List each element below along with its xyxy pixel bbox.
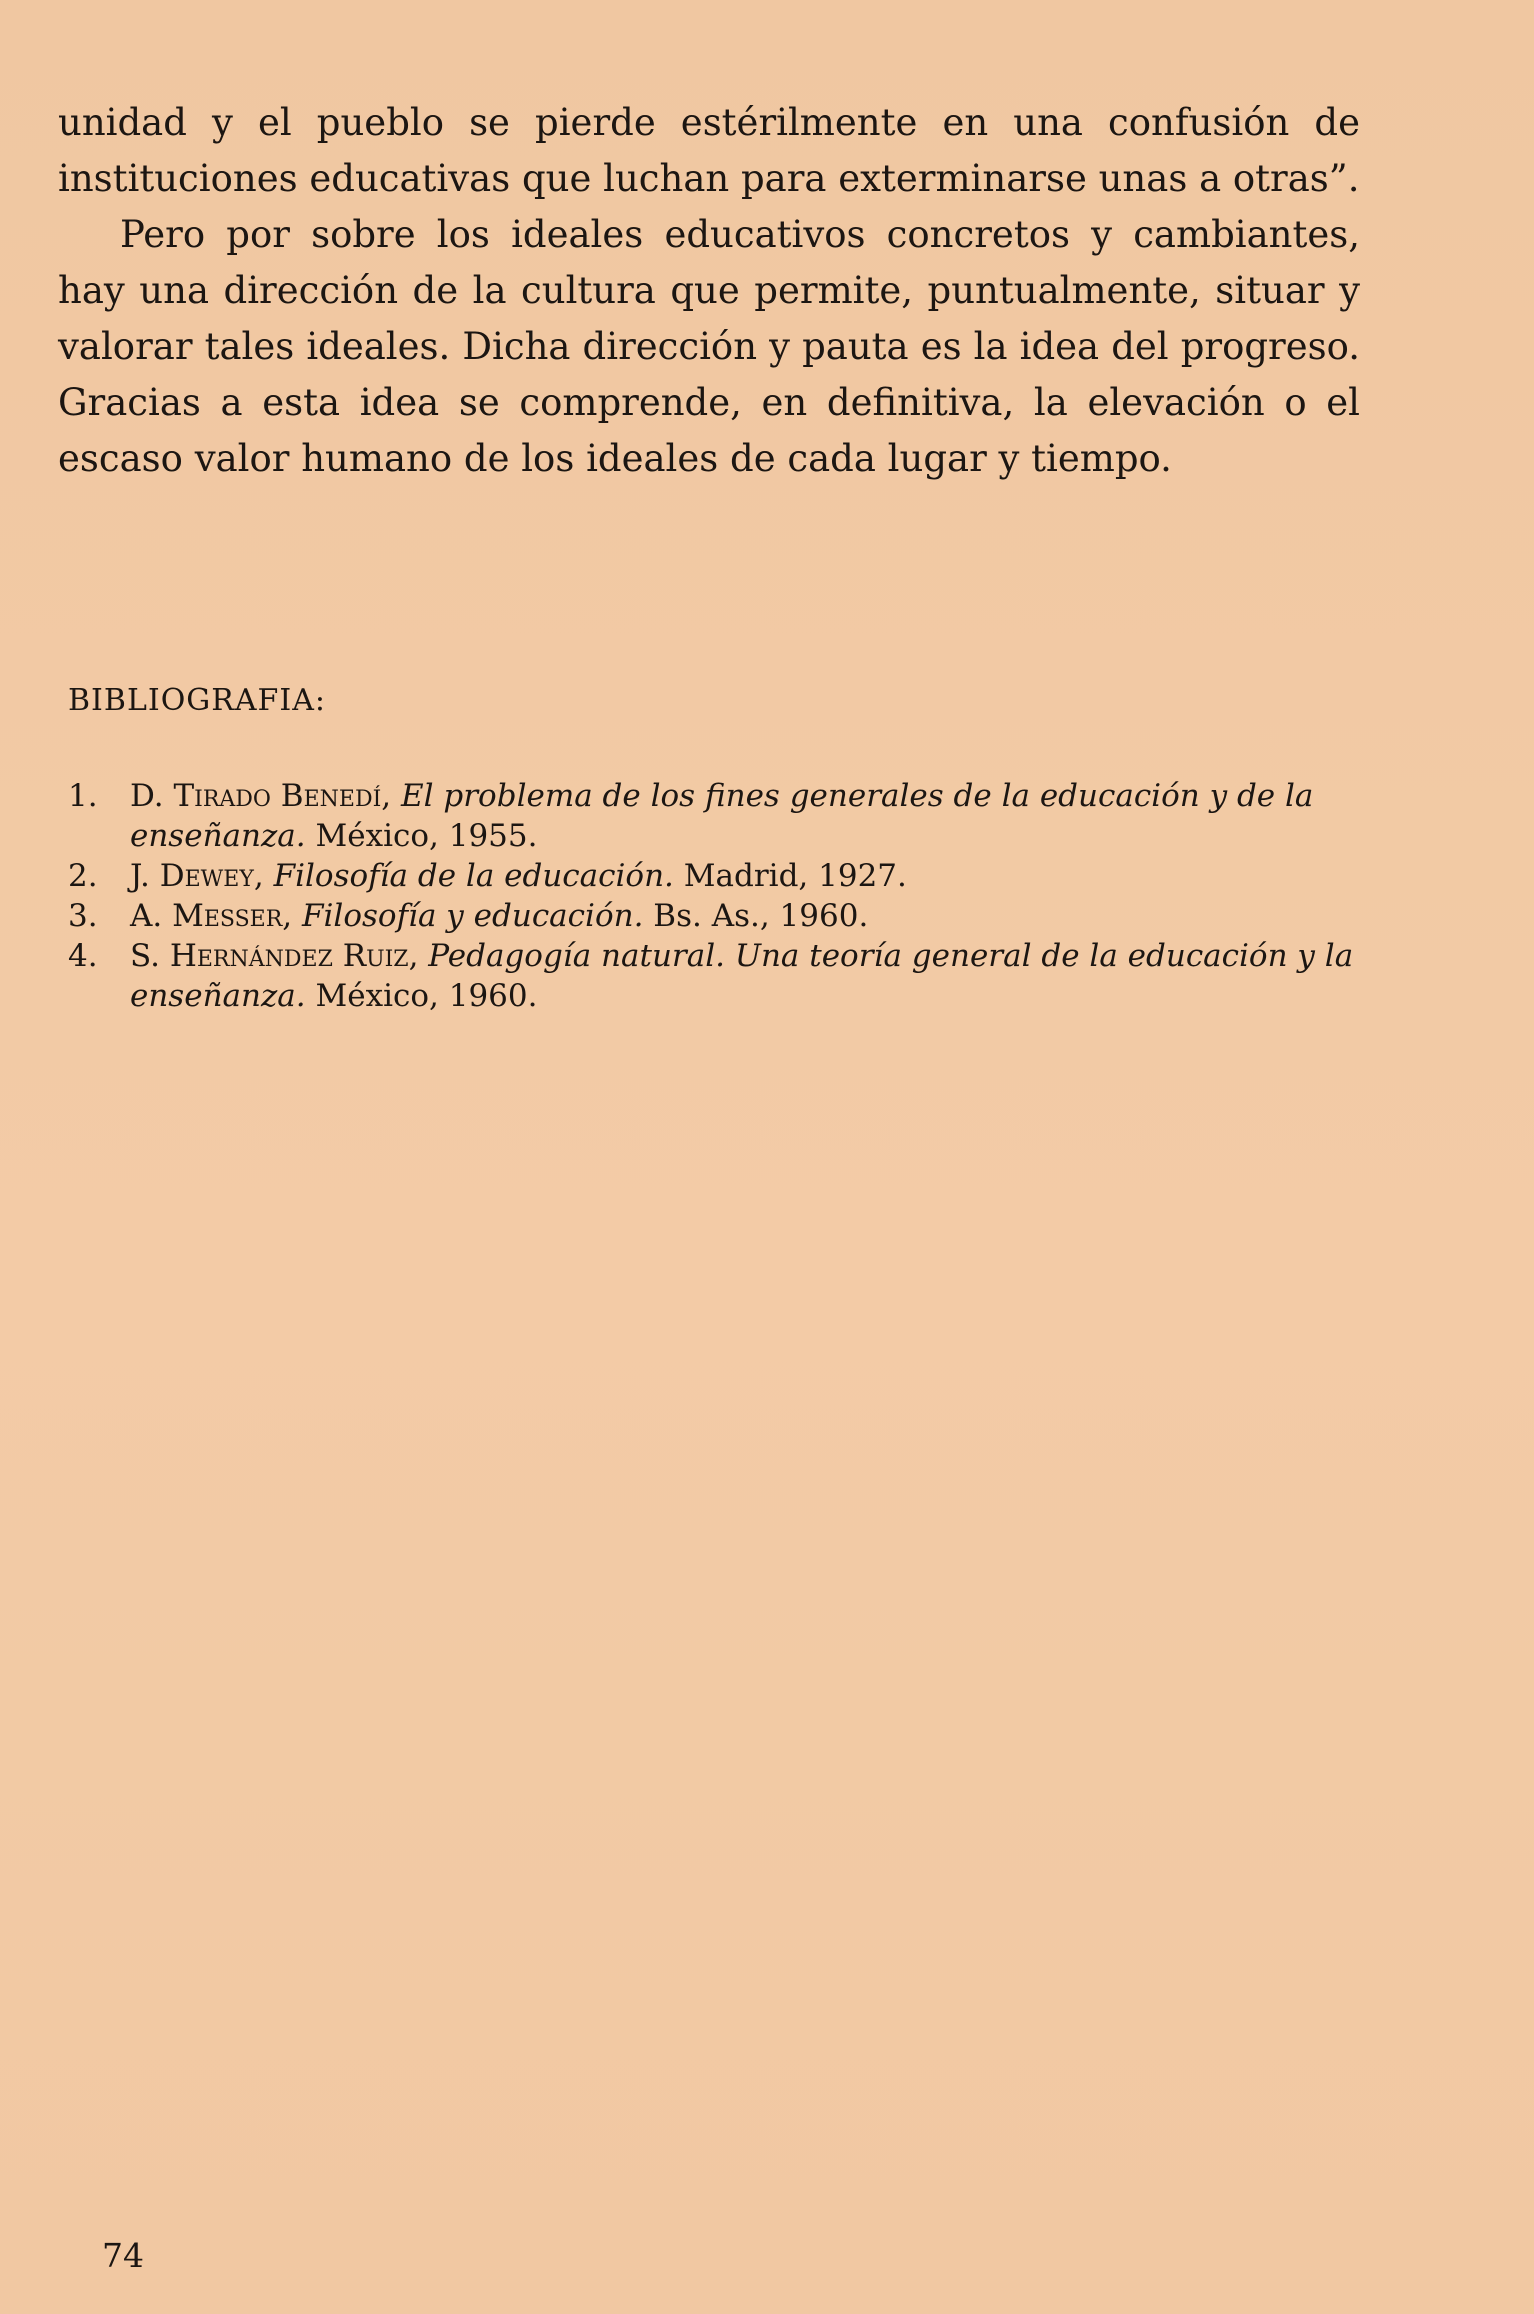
item-title: El problema de los fines generales de la educación y de la enseñanza. <box>130 778 1314 854</box>
item-title: Filosofía y educación. <box>302 898 644 934</box>
bibliography-heading: BIBLIOGRAFIA: <box>68 683 326 718</box>
item-author: S. Hernández Ruiz, <box>130 938 419 974</box>
body-text <box>58 95 1360 487</box>
item-number: 3. <box>68 898 98 934</box>
bibliography-list <box>68 776 1373 1016</box>
bibliography-item-2 <box>68 856 1373 896</box>
page-number: 74 <box>102 2236 144 2275</box>
bibliography-item-1 <box>68 776 1373 856</box>
item-number: 4. <box>68 938 98 974</box>
item-publication: Bs. As., 1960. <box>653 898 869 934</box>
paragraph-1: unidad y el pueblo se pierde estérilmente en una confusión de instituciones educativas que luchan para exterminarse unas a otras”. <box>58 101 1360 200</box>
item-publication: México, 1960. <box>315 978 538 1014</box>
item-title: Pedagogía natural. Una teoría general de la educación y la enseñanza. <box>130 938 1354 1014</box>
item-number: 2. <box>68 858 98 894</box>
item-author: A. Messer, <box>130 898 293 934</box>
bibliography-item-3 <box>68 896 1373 936</box>
item-number: 1. <box>68 778 98 814</box>
item-publication: México, 1955. <box>315 818 538 854</box>
item-title: Filosofía de la educación. <box>273 858 674 894</box>
paragraph-2: Pero por sobre los ideales educativos concretos y cambiantes, hay una dirección de la cultura que permite, puntualmente, situar y valorar tales ideales. Dicha dirección y pauta es la idea del progreso. Gracias a esta idea se comprende, en definitiva, la elevación o el escaso valor humano de los ideales de cada lugar y tiempo. <box>58 213 1360 480</box>
item-publication: Madrid, 1927. <box>683 858 907 894</box>
item-author: J. Dewey, <box>130 858 264 894</box>
item-author: D. Tirado Benedí, <box>130 778 392 814</box>
bibliography-item-4 <box>68 936 1373 1016</box>
